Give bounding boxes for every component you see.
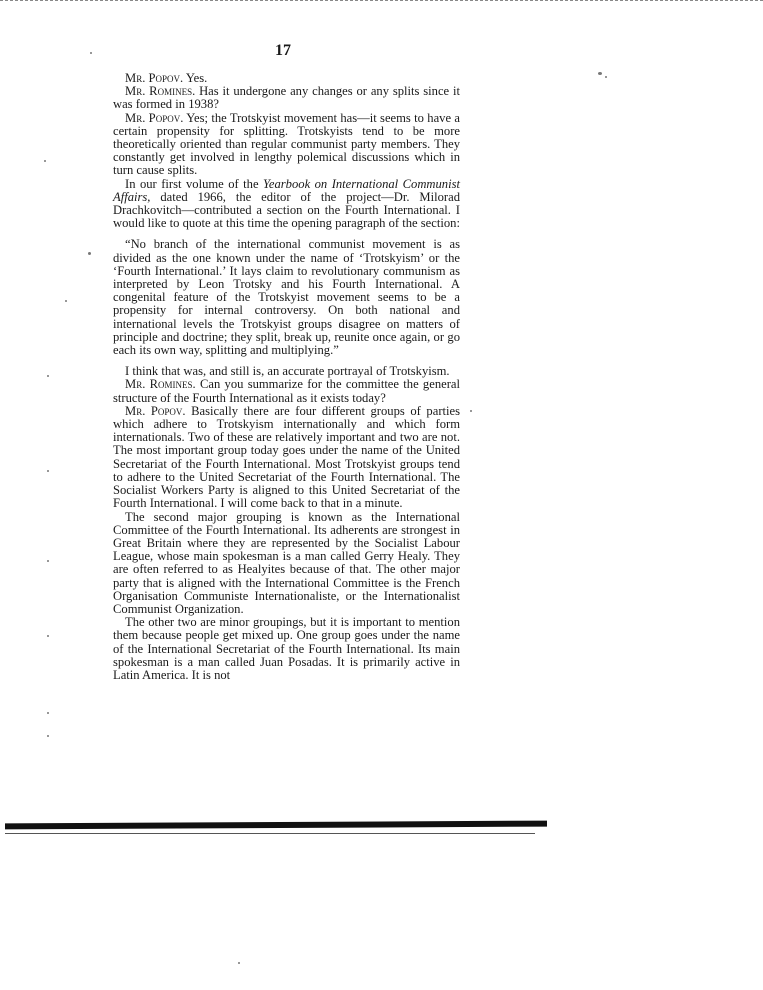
paragraph-9 — [113, 616, 460, 682]
scan-speck — [598, 72, 602, 75]
paragraph-text: Can you summarize for the committee the general structure of the Fourth International as it exists today? — [113, 377, 460, 405]
paragraph-text: Yes; the Trotskyist movement has—it seems to have a certain propensity for splitting. Trotskyists tend to be more theoretically oriented than regular communist party members. They constantly get involved in lengthy polemical discussions which in turn cause splits. — [113, 110, 460, 178]
paragraph-text: The second major grouping is known as the International Committee of the Fourth International. Its adherents are strongest in Great Britain where they are represented by the Socialist Labour League, whose main spokesman is a man called Gerry Healy. They are often referred to as Healyites because of that. The other major party that is aligned with the International Committee is the French Organisation Communiste Internationaliste, or the Internationalist Communist Organization. — [113, 509, 460, 616]
paragraph-3 — [113, 112, 460, 178]
page-number: 17 — [275, 42, 291, 59]
scan-speck — [238, 962, 240, 964]
scan-speck — [47, 712, 49, 714]
scan-speck — [47, 735, 49, 737]
scan-speck — [90, 52, 92, 54]
speaker-name: Mr. Popov. — [125, 71, 184, 85]
paragraph-text: Has it undergone any changes or any splits since it was formed in 1938? — [113, 84, 460, 112]
paragraph-4 — [113, 178, 460, 231]
speaker-name: Mr. Romines. — [125, 84, 196, 99]
scan-bottom-rule-thin — [5, 833, 535, 834]
speaker-name: Mr. Popov. — [125, 110, 184, 125]
paragraph-6 — [113, 378, 460, 404]
scan-speck — [44, 160, 46, 162]
scan-speck — [47, 635, 49, 637]
paragraph-text: Yes. — [183, 71, 208, 85]
scan-bottom-rule — [5, 821, 547, 830]
speaker-name: Mr. Romines. — [125, 377, 196, 392]
speaker-name: Mr. Popov. — [125, 403, 186, 418]
scan-speck — [47, 375, 49, 377]
paragraph-text: dated 1966, the editor of the project—Dr. Milorad Drachkovitch—contributed a section on the Fourth International. I would like to quote at this time the opening paragraph of the section: — [113, 189, 460, 231]
publication-title: Yearbook on International Communist Affairs, — [113, 176, 461, 204]
paragraph-text: In our first volume of the — [125, 176, 264, 191]
scan-speck — [605, 76, 607, 78]
scan-speck — [47, 560, 49, 562]
scan-speck — [47, 470, 49, 472]
paragraph-8 — [113, 511, 460, 617]
paragraph-7 — [113, 405, 460, 511]
scan-top-edge — [0, 0, 763, 4]
scan-speck — [470, 410, 472, 412]
paragraph-text: I think that was, and still is, an accurate portrayal of Trotskyism. — [125, 364, 450, 379]
paragraph-text: The other two are minor groupings, but it is important to mention them because people get mixed up. One group goes under the name of the International Secretariat of the Fourth International. Its main spokesman is a man called Juan Posadas. It is primarily active in Latin America. It is not — [113, 615, 460, 682]
paragraph-text: Basically there are four different groups of parties which adhere to Trotskyism internationally and which form internationals. Two of these are relatively important and two are not. The most important group today goes under the name of the United Secretariat of the Fourth International. Most Trotskyist groups tend to adhere to the United Secretariat of the Fourth International. The Socialist Workers Party is aligned to this United Secretariat of the Fourth International. I will come back to that in a minute. — [113, 403, 460, 511]
paragraph-2 — [113, 85, 460, 111]
scan-speck — [65, 300, 67, 302]
scan-speck — [88, 252, 91, 255]
document-body — [113, 72, 460, 682]
block-quote: “No branch of the international communist movement is as divided as the one known under the name of ‘Trotskyism’ or the ‘Fourth International.’ It lays claim to revolutionary communism as interpreted by Leon Trotsky and his Fourth International. A congenital feature of the Trotskyist movement seems to be a propensity for internal controversy. On both national and international levels the Trotskyist groups disagree on matters of principle and doctrine; they split, break up, reunite once again, or go each its own way, splitting and multiplying.” — [113, 237, 460, 358]
